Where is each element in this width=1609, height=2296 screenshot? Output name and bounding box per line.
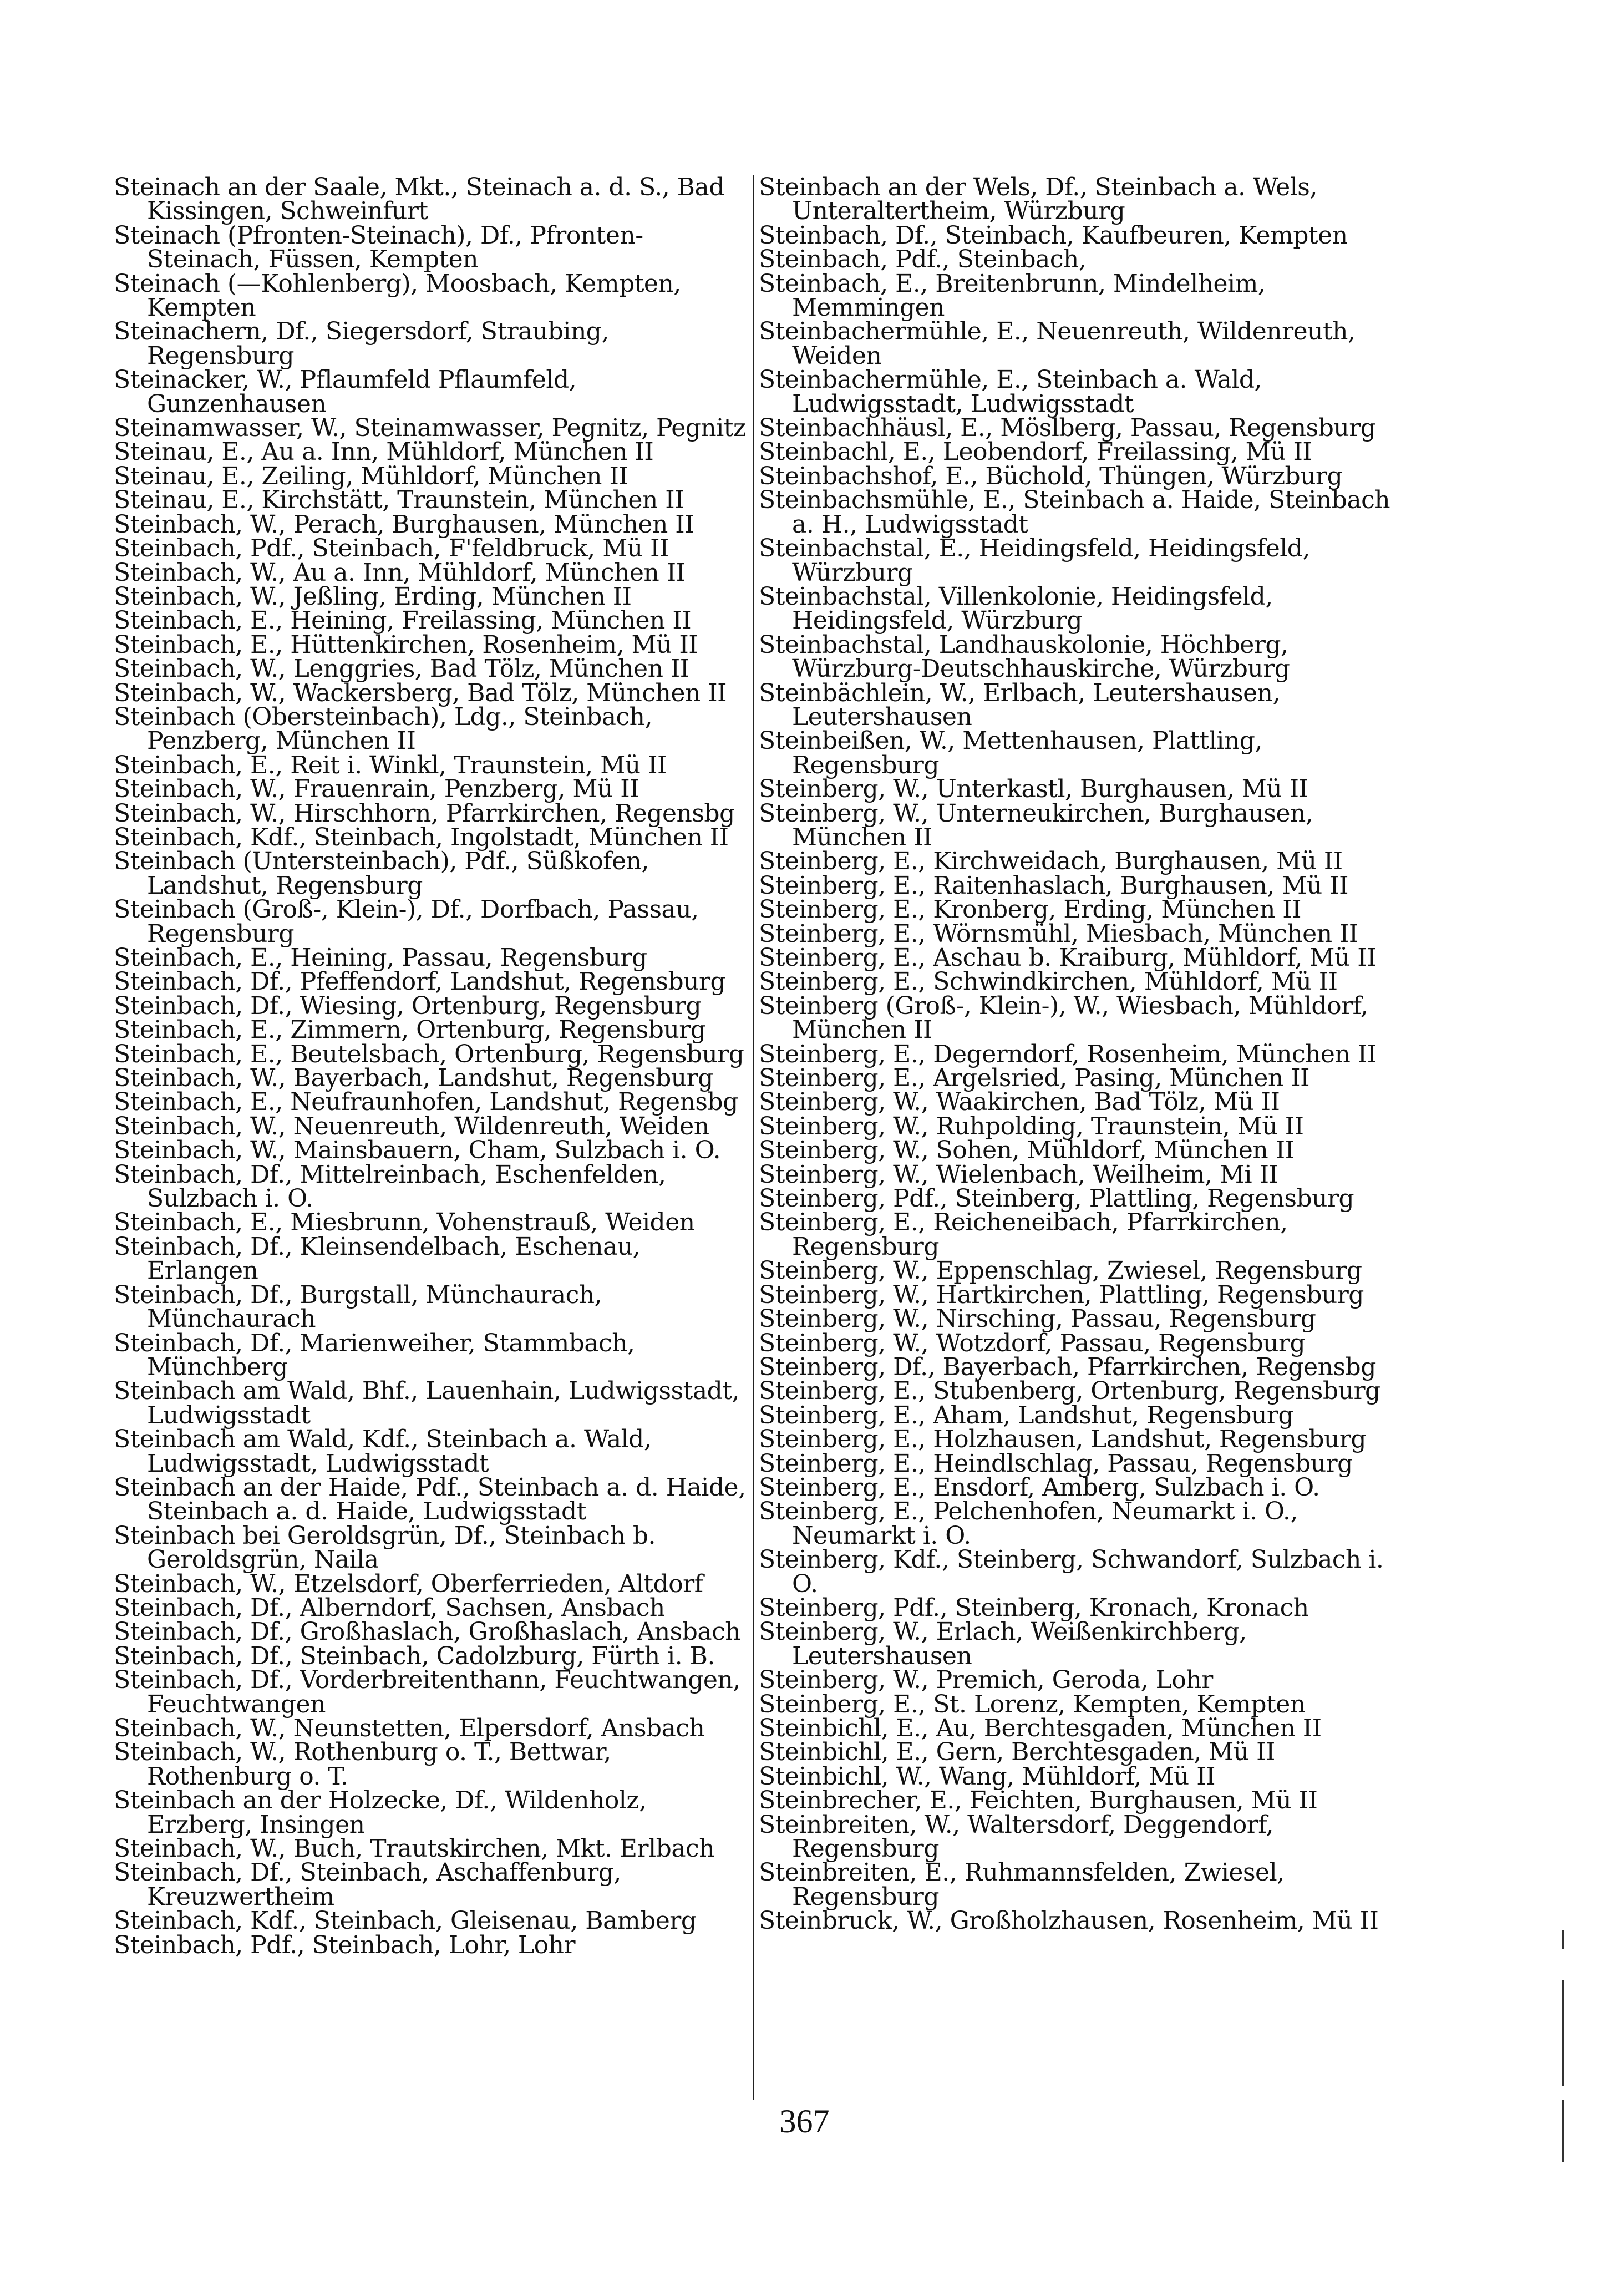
- gazetteer-entry: Steinbach, W., Hirschhorn, Pfarrkirchen, Regensbg: [114, 799, 735, 828]
- gazetteer-entry: Steinbachstal, Landhauskolonie, Höchberg, Würzburg-Deutschhauskirche, Würzburg: [759, 630, 1290, 683]
- gazetteer-entry: Steinbach, W., Jeßling, Erding, München II: [114, 582, 632, 611]
- page-number: 367: [779, 2103, 830, 2140]
- gazetteer-entry: Steinberg, E., Reicheneibach, Pfarrkirchen, Regensburg: [759, 1208, 1288, 1261]
- gazetteer-entry: Steinau, E., Zeiling, Mühldorf, München II: [114, 462, 628, 490]
- gazetteer-entry: Steinberg (Groß-, Klein-), W., Wiesbach, Mühldorf, München II: [759, 991, 1368, 1045]
- gazetteer-entry: Steinbach, Kdf., Steinbach, Ingolstadt, München II: [114, 823, 729, 852]
- gazetteer-entry: Steinberg, W., Sohen, Mühldorf, München II: [759, 1136, 1295, 1165]
- gazetteer-entry: Steinbach, Df., Steinbach, Cadolzburg, Fürth i. B.: [114, 1641, 715, 1670]
- gazetteer-entry: Steinbach (Groß-, Klein-), Df., Dorfbach, Passau, Regensburg: [114, 895, 699, 948]
- gazetteer-entry: Steinbach, Pdf., Steinbach, Lohr, Lohr: [114, 1930, 575, 1959]
- gazetteer-entry: Steinbach, E., Beutelsbach, Ortenburg, Regensburg: [114, 1040, 744, 1068]
- left-column: [114, 175, 746, 1957]
- gazetteer-entry: Steinbach, Df., Großhaslach, Großhaslach, Ansbach: [114, 1618, 741, 1646]
- gazetteer-entry: Steinberg, W., Waakirchen, Bad Tölz, Mü II: [759, 1088, 1280, 1117]
- gazetteer-entry: Steinbach, Df., Kleinsendelbach, Eschenau, Erlangen: [114, 1232, 641, 1285]
- gazetteer-entry: Steinbachshof, E., Büchold, Thüngen, Würzburg: [759, 462, 1343, 490]
- gazetteer-entry: Steinberg, E., Holzhausen, Landshut, Regensburg: [759, 1425, 1367, 1454]
- gazetteer-entry: Steinbach an der Haide, Pdf., Steinbach a. d. Haide, Steinbach a. d. Haide, Ludwigsstadt: [114, 1473, 746, 1526]
- gazetteer-entry: Steinberg, E., Wörnsmühl, Miesbach, München II: [759, 919, 1358, 948]
- gazetteer-entry: Steinachern, Df., Siegersdorf, Straubing, Regensburg: [114, 317, 609, 370]
- gazetteer-entry: Steinbach, E., Heining, Passau, Regensburg: [114, 944, 647, 972]
- gazetteer-entry: Steinbach, E., Miesbrunn, Vohenstrauß, Weiden: [114, 1208, 695, 1237]
- column-divider: [753, 175, 754, 2100]
- gazetteer-entry: Steinbach, W., Buch, Trautskirchen, Mkt. Erlbach: [114, 1834, 715, 1863]
- gazetteer-entry: Steinbachstal, Villenkolonie, Heidingsfeld, Heidingsfeld, Würzburg: [759, 582, 1273, 635]
- gazetteer-entry: Steinberg, E., Stubenberg, Ortenburg, Regensburg: [759, 1377, 1380, 1406]
- gazetteer-entry: Steinbrecher, E., Feichten, Burghausen, Mü II: [759, 1786, 1318, 1815]
- gazetteer-entry: Steinbach, W., Neuenreuth, Wildenreuth, Weiden: [114, 1112, 709, 1141]
- gazetteer-entry: Steinberg, W., Eppenschlag, Zwiesel, Regensburg: [759, 1256, 1362, 1285]
- gazetteer-entry: Steinbach, Pdf., Steinbach, F'feldbruck, Mü II: [114, 534, 669, 563]
- gazetteer-entry: Steinbach, E., Heining, Freilassing, München II: [114, 606, 692, 635]
- gazetteer-entry: Steinberg, Pdf., Steinberg, Plattling, Regensburg: [759, 1184, 1354, 1213]
- gazetteer-entry: Steinbichl, E., Au, Berchtesgaden, München II: [759, 1714, 1322, 1742]
- gazetteer-entry: Steinbach, W., Lenggries, Bad Tölz, München II: [114, 655, 689, 683]
- gazetteer-entry: Steinberg, W., Nirsching, Passau, Regensburg: [759, 1305, 1316, 1334]
- gazetteer-entry: Steinbach (Untersteinbach), Pdf., Süßkofen, Landshut, Regensburg: [114, 847, 649, 900]
- gazetteer-entry: Steinberg, W., Unterkastl, Burghausen, Mü II: [759, 775, 1308, 804]
- gazetteer-entry: Steinau, E., Au a. Inn, Mühldorf, München II: [114, 438, 654, 467]
- gazetteer-entry: Steinberg, E., Heindlschlag, Passau, Regensburg: [759, 1449, 1353, 1478]
- gazetteer-entry: Steinbach, W., Frauenrain, Penzberg, Mü II: [114, 775, 639, 804]
- gazetteer-entry: Steinbeißen, W., Mettenhausen, Plattling, Regensburg: [759, 727, 1262, 779]
- gazetteer-entry: Steinbachsmühle, E., Steinbach a. Haide, Steinbach a. H., Ludwigsstadt: [759, 486, 1390, 539]
- gazetteer-entry: Steinbach am Wald, Kdf., Steinbach a. Wald, Ludwigsstadt, Ludwigsstadt: [114, 1425, 652, 1478]
- gazetteer-entry: Steinberg, W., Wotzdorf, Passau, Regensburg: [759, 1329, 1306, 1357]
- gazetteer-entry: Steinberg, W., Erlach, Weißenkirchberg, Leutershausen: [759, 1618, 1247, 1670]
- gazetteer-entry: Steinbach, Df., Marienweiher, Stammbach, Münchberg: [114, 1329, 635, 1381]
- gazetteer-entry: Steinberg, E., Aschau b. Kraiburg, Mühldorf, Mü II: [759, 944, 1376, 972]
- gazetteer-entry: Steinberg, E., Pelchenhofen, Neumarkt i. O., Neumarkt i. O.: [759, 1497, 1298, 1550]
- gazetteer-entry: Steinberg, E., Kirchweidach, Burghausen, Mü II: [759, 847, 1343, 876]
- margin-mark: [1562, 2025, 1564, 2086]
- gazetteer-entry: Steinberg, E., Argelsried, Pasing, München II: [759, 1064, 1310, 1093]
- gazetteer-entry: Steinbach, W., Perach, Burghausen, München II: [114, 510, 694, 539]
- gazetteer-entry: Steinbachermühle, E., Neuenreuth, Wildenreuth, Weiden: [759, 317, 1356, 370]
- gazetteer-entry: Steinberg, E., Degerndorf, Rosenheim, München II: [759, 1040, 1377, 1068]
- gazetteer-entry: Steinbach (Obersteinbach), Ldg., Steinbach, Penzberg, München II: [114, 702, 652, 756]
- gazetteer-entry: Steinamwasser, W., Steinamwasser, Pegnitz, Pegnitz: [114, 414, 746, 443]
- gazetteer-entry: Steinbach, Df., Wiesing, Ortenburg, Regensburg: [114, 991, 702, 1020]
- gazetteer-entry: Steinbach, Df., Steinbach, Kaufbeuren, Kempten: [759, 221, 1348, 250]
- gazetteer-entry: Steinbach, W., Etzelsdorf, Oberferrieden, Altdorf: [114, 1569, 703, 1598]
- gazetteer-entry: Steinbach, Df., Burgstall, Münchaurach, Münchaurach: [114, 1280, 602, 1334]
- gazetteer-entry: Steinbach an der Wels, Df., Steinbach a. Wels, Unteraltertheim, Würzburg: [759, 173, 1317, 226]
- gazetteer-entry: Steinbichl, W., Wang, Mühldorf, Mü II: [759, 1762, 1215, 1791]
- gazetteer-entry: Steinbach, W., Au a. Inn, Mühldorf, München II: [114, 558, 686, 587]
- gazetteer-entry: Steinbach, E., Breitenbrunn, Mindelheim, Memmingen: [759, 269, 1266, 322]
- gazetteer-entry: Steinbreiten, E., Ruhmannsfelden, Zwiesel, Regensburg: [759, 1858, 1285, 1911]
- gazetteer-entry: Steinberg, W., Premich, Geroda, Lohr: [759, 1666, 1213, 1695]
- gazetteer-entry: Steinbreiten, W., Waltersdorf, Deggendorf, Regensburg: [759, 1810, 1273, 1863]
- right-column: [759, 175, 1413, 1933]
- gazetteer-entry: Steinbach, Df., Alberndorf, Sachsen, Ansbach: [114, 1593, 665, 1622]
- gazetteer-entry: Steinbach, W., Bayerbach, Landshut, Regensburg: [114, 1064, 713, 1093]
- gazetteer-entry: Steinbach an der Holzecke, Df., Wildenholz, Erzberg, Insingen: [114, 1786, 647, 1839]
- gazetteer-entry: Steinau, E., Kirchstätt, Traunstein, München II: [114, 486, 684, 515]
- gazetteer-entry: Steinbach, W., Mainsbauern, Cham, Sulzbach i. O.: [114, 1136, 721, 1165]
- gazetteer-entry: Steinberg, Df., Bayerbach, Pfarrkirchen, Regensbg: [759, 1352, 1376, 1381]
- margin-mark: [1562, 1980, 1564, 2025]
- gazetteer-entry: Steinbach, W., Wackersberg, Bad Tölz, München II: [114, 678, 727, 707]
- gazetteer-entry: Steinberg, E., Schwindkirchen, Mühldorf, Mü II: [759, 967, 1338, 996]
- gazetteer-entry: Steinbach, E., Hüttenkirchen, Rosenheim, Mü II: [114, 630, 698, 659]
- gazetteer-entry: Steinbachstal, E., Heidingsfeld, Heidingsfeld, Würzburg: [759, 534, 1310, 587]
- gazetteer-entry: Steinacker, W., Pflaumfeld Pflaumfeld, Gunzenhausen: [114, 366, 577, 418]
- gazetteer-entry: Steinbach, Df., Vorderbreitenthann, Feuchtwangen, Feuchtwangen: [114, 1666, 740, 1719]
- gazetteer-entry: Steinbach, Df., Mittelreinbach, Eschenfelden, Sulzbach i. O.: [114, 1160, 666, 1213]
- gazetteer-entry: Steinbach, Kdf., Steinbach, Gleisenau, Bamberg: [114, 1907, 697, 1935]
- gazetteer-entry: Steinbächlein, W., Erlbach, Leutershausen, Leutershausen: [759, 678, 1280, 731]
- gazetteer-entry: Steinbach bei Geroldsgrün, Df., Steinbach b. Geroldsgrün, Naila: [114, 1521, 656, 1574]
- gazetteer-entry: Steinberg, E., Aham, Landshut, Regensburg: [759, 1401, 1294, 1430]
- gazetteer-entry: Steinbach, Df., Steinbach, Aschaffenburg, Kreuzwertheim: [114, 1858, 621, 1911]
- gazetteer-entry: Steinach (—Kohlenberg), Moosbach, Kempten, Kempten: [114, 269, 681, 322]
- gazetteer-entry: Steinbach, E., Zimmern, Ortenburg, Regensburg: [114, 1016, 706, 1045]
- margin-mark: [1562, 1930, 1564, 1949]
- gazetteer-entry: Steinbach, W., Neunstetten, Elpersdorf, Ansbach: [114, 1714, 705, 1742]
- gazetteer-entry: Steinbach, Pdf., Steinbach,: [759, 245, 1087, 274]
- gazetteer-entry: Steinberg, W., Unterneukirchen, Burghausen, München II: [759, 799, 1313, 852]
- gazetteer-entry: Steinberg, Pdf., Steinberg, Kronach, Kronach: [759, 1593, 1309, 1622]
- gazetteer-entry: Steinbach, Df., Pfeffendorf, Landshut, Regensburg: [114, 967, 726, 996]
- gazetteer-entry: Steinbachhäusl, E., Möslberg, Passau, Regensburg: [759, 414, 1376, 443]
- gazetteer-entry: Steinberg, W., Hartkirchen, Plattling, Regensburg: [759, 1280, 1364, 1309]
- gazetteer-entry: Steinberg, Kdf., Steinberg, Schwandorf, Sulzbach i. O.: [759, 1545, 1384, 1598]
- gazetteer-entry: Steinach (Pfronten-Steinach), Df., Pfronten-Steinach, Füssen, Kempten: [114, 221, 643, 274]
- gazetteer-entry: Steinach an der Saale, Mkt., Steinach a. d. S., Bad Kissingen, Schweinfurt: [114, 173, 724, 226]
- gazetteer-entry: Steinberg, E., Ensdorf, Amberg, Sulzbach i. O.: [759, 1473, 1320, 1502]
- gazetteer-entry: Steinberg, E., Kronberg, Erding, München II: [759, 895, 1302, 924]
- gazetteer-entry: Steinberg, E., Raitenhaslach, Burghausen, Mü II: [759, 871, 1348, 900]
- gazetteer-entry: Steinbichl, E., Gern, Berchtesgaden, Mü II: [759, 1738, 1275, 1767]
- gazetteer-entry: Steinberg, W., Ruhpolding, Traunstein, Mü II: [759, 1112, 1304, 1141]
- gazetteer-entry: Steinbach am Wald, Bhf., Lauenhain, Ludwigsstadt, Ludwigsstadt: [114, 1377, 739, 1430]
- gazetteer-entry: Steinbachl, E., Leobendorf, Freilassing, Mü II: [759, 438, 1312, 467]
- gazetteer-entry: Steinberg, E., St. Lorenz, Kempten, Kempten: [759, 1690, 1306, 1719]
- margin-mark: [1562, 2100, 1564, 2162]
- gazetteer-entry: Steinbach, E., Neufraunhofen, Landshut, Regensbg: [114, 1088, 738, 1117]
- gazetteer-entry: Steinbruck, W., Großholzhausen, Rosenheim, Mü II: [759, 1907, 1379, 1935]
- gazetteer-entry: Steinberg, W., Wielenbach, Weilheim, Mi II: [759, 1160, 1278, 1189]
- gazetteer-entry: Steinbachermühle, E., Steinbach a. Wald, Ludwigsstadt, Ludwigsstadt: [759, 366, 1262, 418]
- gazetteer-entry: Steinbach, W., Rothenburg o. T., Bettwar, Rothenburg o. T.: [114, 1738, 611, 1791]
- gazetteer-entry: Steinbach, E., Reit i. Winkl, Traunstein, Mü II: [114, 751, 667, 779]
